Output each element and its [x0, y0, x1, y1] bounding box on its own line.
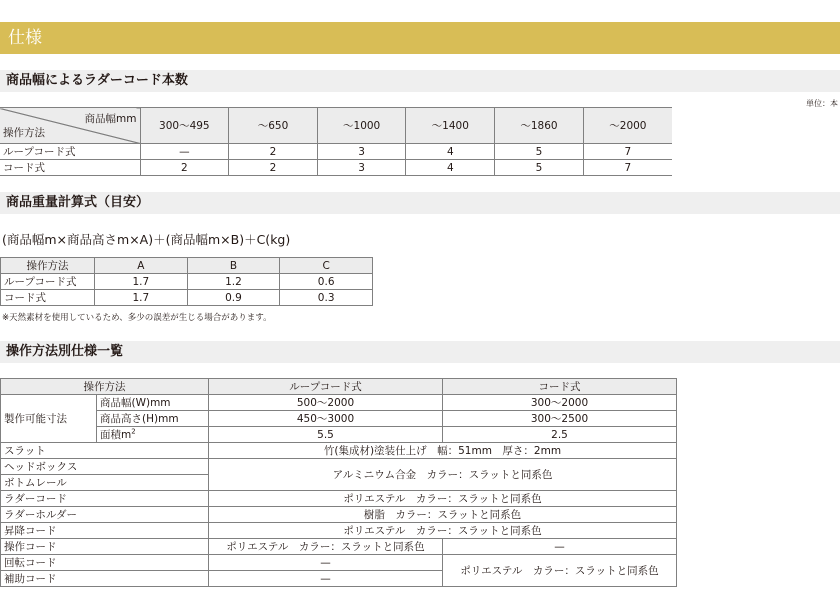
table-cell: 500〜2000: [209, 395, 443, 411]
table-row: [1, 523, 677, 539]
section-weight-formula: 商品重量計算式（目安）: [0, 192, 840, 214]
column-header: B: [187, 258, 280, 274]
table-cell: 3: [317, 160, 406, 176]
table-cell: —: [209, 555, 443, 571]
table-row: [1, 443, 677, 459]
row-label: 商品幅(W)mm: [97, 395, 209, 411]
table-cell: 0.6: [280, 274, 373, 290]
unit-note: 単位：本: [806, 99, 838, 108]
row-label: 補助コード: [1, 571, 209, 587]
table-cell: 2: [229, 144, 318, 160]
width-column-header: 〜2000: [583, 108, 672, 144]
column-header: A: [95, 258, 188, 274]
corner-width-label: 商品幅mm: [84, 113, 137, 125]
table-cell: 7: [583, 160, 672, 176]
table-cell: 7: [583, 144, 672, 160]
spec-header-cord: コード式: [443, 379, 677, 395]
table-cell: 5: [495, 160, 584, 176]
section-spec-list: 操作方法別仕様一覧: [0, 341, 840, 363]
area-unit-sup: 2: [131, 427, 136, 436]
table-cell: 450〜3000: [209, 411, 443, 427]
width-column-header: 〜1000: [317, 108, 406, 144]
width-column-header: 〜650: [229, 108, 318, 144]
row-label: 昇降コード: [1, 523, 209, 539]
ladder-table-corner: [0, 108, 140, 144]
spec-table: [0, 378, 677, 587]
table-cell: 4: [406, 160, 495, 176]
row-label: スラット: [1, 443, 209, 459]
row-label: ループコード式: [1, 274, 95, 290]
table-cell: 1.7: [95, 274, 188, 290]
table-cell: 2: [229, 160, 318, 176]
table-cell: ポリエステル カラー：スラットと同系色: [443, 555, 677, 587]
table-row: [1, 491, 677, 507]
width-column-header: 〜1860: [495, 108, 584, 144]
weight-footnote: ※天然素材を使用しているため、多少の誤差が生じる場合があります。: [2, 313, 272, 323]
width-column-header: 300〜495: [140, 108, 229, 144]
table-row: [0, 144, 672, 160]
table-cell: 5: [495, 144, 584, 160]
row-label: コード式: [1, 290, 95, 306]
table-cell: 0.3: [280, 290, 373, 306]
table-row: [1, 555, 677, 571]
table-cell: ポリエステル カラー：スラットと同系色: [209, 491, 677, 507]
row-label: ボトムレール: [1, 475, 209, 491]
weight-coefficient-table: [0, 257, 373, 306]
row-label: 商品高さ(H)mm: [97, 411, 209, 427]
table-cell: —: [209, 571, 443, 587]
table-cell: ポリエステル カラー：スラットと同系色: [209, 523, 677, 539]
size-group-label: 製作可能寸法: [1, 395, 97, 443]
table-row: [1, 427, 677, 443]
row-label: ループコード式: [0, 144, 140, 160]
weight-formula: (商品幅m×商品高さm×A)＋(商品幅m×B)＋C(kg): [2, 232, 291, 247]
area-label: 面積m: [100, 429, 132, 441]
width-column-header: 〜1400: [406, 108, 495, 144]
table-cell: —: [443, 539, 677, 555]
column-header: C: [280, 258, 373, 274]
table-cell: 4: [406, 144, 495, 160]
table-cell: 3: [317, 144, 406, 160]
table-cell: 2: [140, 160, 229, 176]
table-row: [0, 160, 672, 176]
ladder-cord-table: [0, 107, 672, 176]
corner-method-label: 操作方法: [3, 127, 45, 139]
table-cell: 1.2: [187, 274, 280, 290]
row-label: 回転コード: [1, 555, 209, 571]
column-header: 操作方法: [1, 258, 95, 274]
table-row: [1, 507, 677, 523]
table-cell: 樹脂 カラー：スラットと同系色: [209, 507, 677, 523]
table-cell: —: [140, 144, 229, 160]
row-label: 操作コード: [1, 539, 209, 555]
row-label: コード式: [0, 160, 140, 176]
table-cell: 0.9: [187, 290, 280, 306]
table-cell: 2.5: [443, 427, 677, 443]
section-ladder-cord-count: 商品幅によるラダーコード本数: [0, 70, 840, 92]
row-label: ヘッドボックス: [1, 459, 209, 475]
table-cell: 5.5: [209, 427, 443, 443]
table-row: [1, 290, 373, 306]
table-cell: 竹(集成材)塗装仕上げ 幅：51mm 厚さ：2mm: [209, 443, 677, 459]
table-row: [1, 395, 677, 411]
table-cell: アルミニウム合金 カラー：スラットと同系色: [209, 459, 677, 491]
table-row: [1, 274, 373, 290]
row-label: ラダーホルダー: [1, 507, 209, 523]
row-label: [97, 427, 209, 443]
spec-banner: 仕様: [0, 22, 840, 54]
table-cell: 1.7: [95, 290, 188, 306]
table-row: [1, 411, 677, 427]
row-label: ラダーコード: [1, 491, 209, 507]
table-cell: 300〜2500: [443, 411, 677, 427]
table-cell: 300〜2000: [443, 395, 677, 411]
table-cell: ポリエステル カラー：スラットと同系色: [209, 539, 443, 555]
spec-header-method: 操作方法: [1, 379, 209, 395]
table-row: [1, 459, 677, 475]
spec-header-loop: ループコード式: [209, 379, 443, 395]
table-row: [1, 539, 677, 555]
